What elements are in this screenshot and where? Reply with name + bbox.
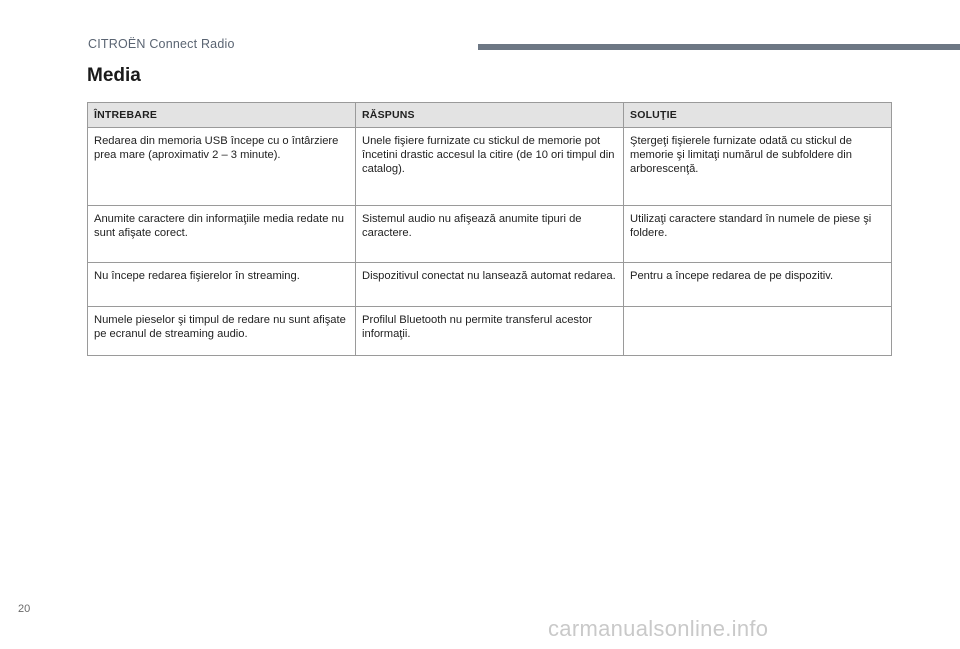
table-row [88,128,892,206]
answer-cell: Unele fişiere furnizate cu stickul de memorie pot încetini drastic accesul la citire (de 10 ori timpul din catalog). [356,128,624,206]
header-rule [478,44,960,50]
watermark: carmanualsonline.info [548,616,769,641]
solution-cell: Ştergeţi fişierele furnizate odată cu stickul de memorie şi limitaţi numărul de subfoldere din arborescenţă. [624,128,892,206]
answer-cell: Profilul Bluetooth nu permite transferul acestor informaţii. [356,307,624,356]
page-number: 20 [18,603,31,615]
troubleshooting-table [87,102,892,356]
table-row [88,206,892,263]
table-row [88,263,892,307]
question-cell: Numele pieselor şi timpul de redare nu sunt afişate pe ecranul de streaming audio. [88,307,356,356]
table-header-row [88,103,892,128]
column-header-question: ÎNTREBARE [88,103,356,128]
section-title: Media [87,65,141,86]
question-cell: Nu începe redarea fişierelor în streaming. [88,263,356,307]
solution-cell: Pentru a începe redarea de pe dispozitiv. [624,263,892,307]
solution-cell [624,307,892,356]
answer-cell: Dispozitivul conectat nu lansează automat redarea. [356,263,624,307]
column-header-answer: RĂSPUNS [356,103,624,128]
column-header-solution: SOLUŢIE [624,103,892,128]
solution-cell: Utilizaţi caractere standard în numele de piese şi foldere. [624,206,892,263]
answer-cell: Sistemul audio nu afişează anumite tipuri de caractere. [356,206,624,263]
question-cell: Redarea din memoria USB începe cu o întârziere prea mare (aproximativ 2 – 3 minute). [88,128,356,206]
question-cell: Anumite caractere din informaţiile media redate nu sunt afişate corect. [88,206,356,263]
table-row [88,307,892,356]
running-head: CITROËN Connect Radio [88,37,235,51]
